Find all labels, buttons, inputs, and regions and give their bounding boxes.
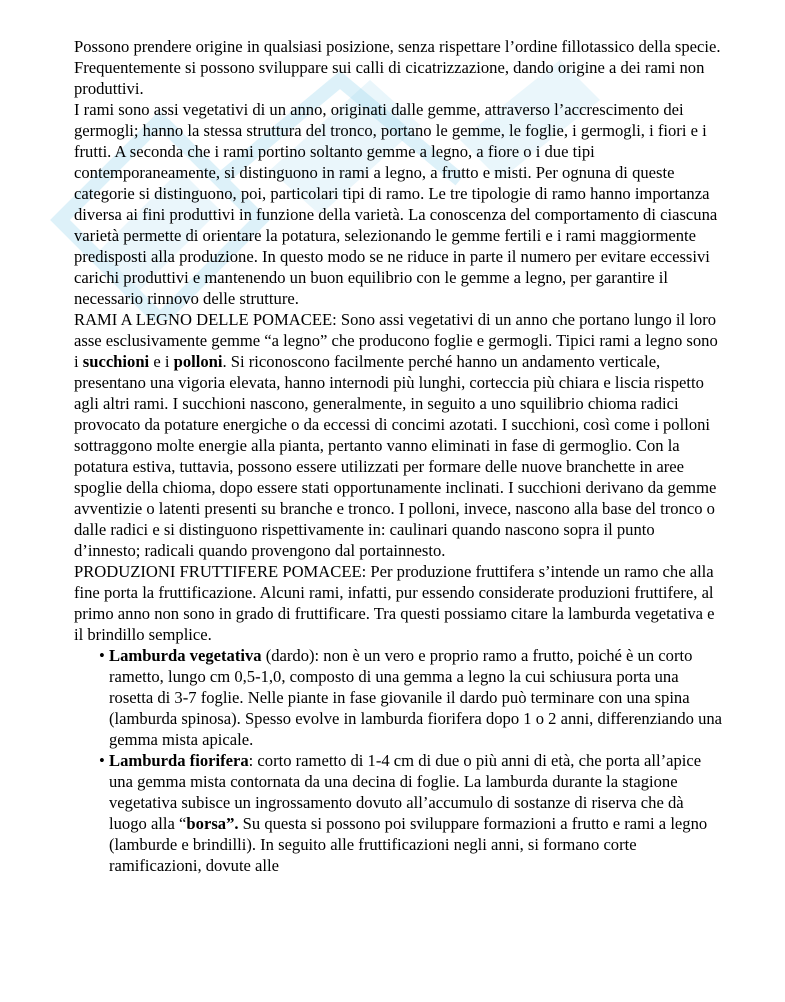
lamburda-fiorifera-desc-a: : corto rametto di 1-4 cm di due o più anni di età, che porta all’apice una gemma mista contornata da una decina di foglie. La lamburda durante la stagione vegetativa subisce un ingrossamento dovuto all’accumulo di sostanze di riserva che dà luogo alla “: [109, 751, 702, 833]
rami-legno-conj: e i: [149, 352, 174, 371]
term-lamburda-vegetativa: Lamburda vegetativa: [109, 646, 262, 665]
paragraph-produzioni-fruttifere: PRODUZIONI FRUTTIFERE POMACEE: Per produzione fruttifera s’intende un ramo che alla fine porta la fruttificazione. Alcuni rami, infatti, pur essendo considerate produzioni fruttifere, al primo anno non sono in grado di fruttificare. Tra questi possiamo citare la lamburda vegetativa e il brindillo semplice.: [74, 562, 715, 644]
term-polloni: polloni: [173, 352, 223, 371]
term-borsa: borsa”.: [186, 814, 239, 833]
list-item: [99, 645, 724, 750]
rami-legno-intro: RAMI A LEGNO DELLE POMACEE: Sono assi vegetativi di un anno che portano lungo il loro asse esclusivamente gemme “a legno” che producono foglie e germogli. Tipici rami a legno sono i: [74, 310, 718, 371]
list-item: [99, 750, 724, 876]
term-lamburda-fiorifera: Lamburda fiorifera: [109, 751, 249, 770]
lamburda-fiorifera-desc-b: Su questa si possono poi sviluppare formazioni a frutto e rami a legno (lamburde e brindilli). In seguito alle fruttificazioni negli anni, si formano corte ramificazioni, dovute alle: [109, 814, 708, 875]
bullet-list: [74, 645, 724, 876]
lamburda-vegetativa-desc: (dardo): non è un vero e proprio ramo a frutto, poiché è un corto rametto, lungo cm 0,5-1,0, composto di una gemma a legno la cui schiusura porta una rosetta di 3-7 foglie. Nelle piante in fase giovanile il dardo può terminare con una spina (lamburda spinosa). Spesso evolve in lamburda fiorifera dopo 1 o 2 anni, differenziando una gemma mista apicale.: [109, 646, 723, 749]
paragraph-origin: Possono prendere origine in qualsiasi posizione, senza rispettare l’ordine fillotassico della specie. Frequentemente si possono sviluppare sui calli di cicatrizzazione, dando origine a dei rami non produttivi.: [74, 37, 721, 98]
rami-legno-rest: . Si riconoscono facilmente perché hanno un andamento verticale, presentano una vigoria elevata, hanno internodi più lunghi, corteccia più chiara e liscia rispetto agli altri rami. I succhioni nascono, generalmente, in seguito a uno squilibrio chioma radici provocato da potature energiche o da eccessi di concimi azotati. I succhioni, così come i polloni sottraggono molte energie alla pianta, pertanto vanno eliminati in fase di germoglio. Con la potatura estiva, tuttavia, possono essere utilizzati per formare delle nuove branchette in aree spoglie della chioma, dopo essere stati opportunamente inclinati. I succhioni derivano da gemme avventizie o latenti presenti su branche e tronco. I polloni, invece, nascono alla base del tronco o dalle radici e si distinguono rispettivamente in: caulinari quando nascono sopra il punto d’innesto; radicali quando provengono dal portainnesto.: [74, 352, 717, 560]
bullet-marker: •: [99, 751, 105, 770]
term-succhioni: succhioni: [82, 352, 150, 371]
paragraph-rami-a-legno: [74, 309, 724, 561]
document-body: [74, 36, 724, 876]
paragraph-rami: I rami sono assi vegetativi di un anno, originati dalle gemme, attraverso l’accrescimento dei germogli; hanno la stessa struttura del tronco, portano le gemme, le foglie, i germogli, i fiori e i frutti. A seconda che i rami portino soltanto gemme a legno, a fiore o i due tipi contemporaneamente, si distinguono in rami a legno, a frutto e misti. Per ognuna di queste categorie si distinguono, poi, particolari tipi di ramo. Le tre tipologie di ramo hanno importanza diversa ai fini produttivi in funzione della varietà. La conoscenza del comportamento di ciascuna varietà permette di orientare la potatura, selezionando le gemme fertili e i rami maggiormente predisposti alla produzione. In questo modo se ne riduce in parte il numero per evitare eccessivi carichi produttivi e mantenendo un buon equilibrio con le gemme a legno, per garantire il necessario rinnovo delle strutture.: [74, 100, 718, 308]
bullet-marker: •: [99, 646, 105, 665]
